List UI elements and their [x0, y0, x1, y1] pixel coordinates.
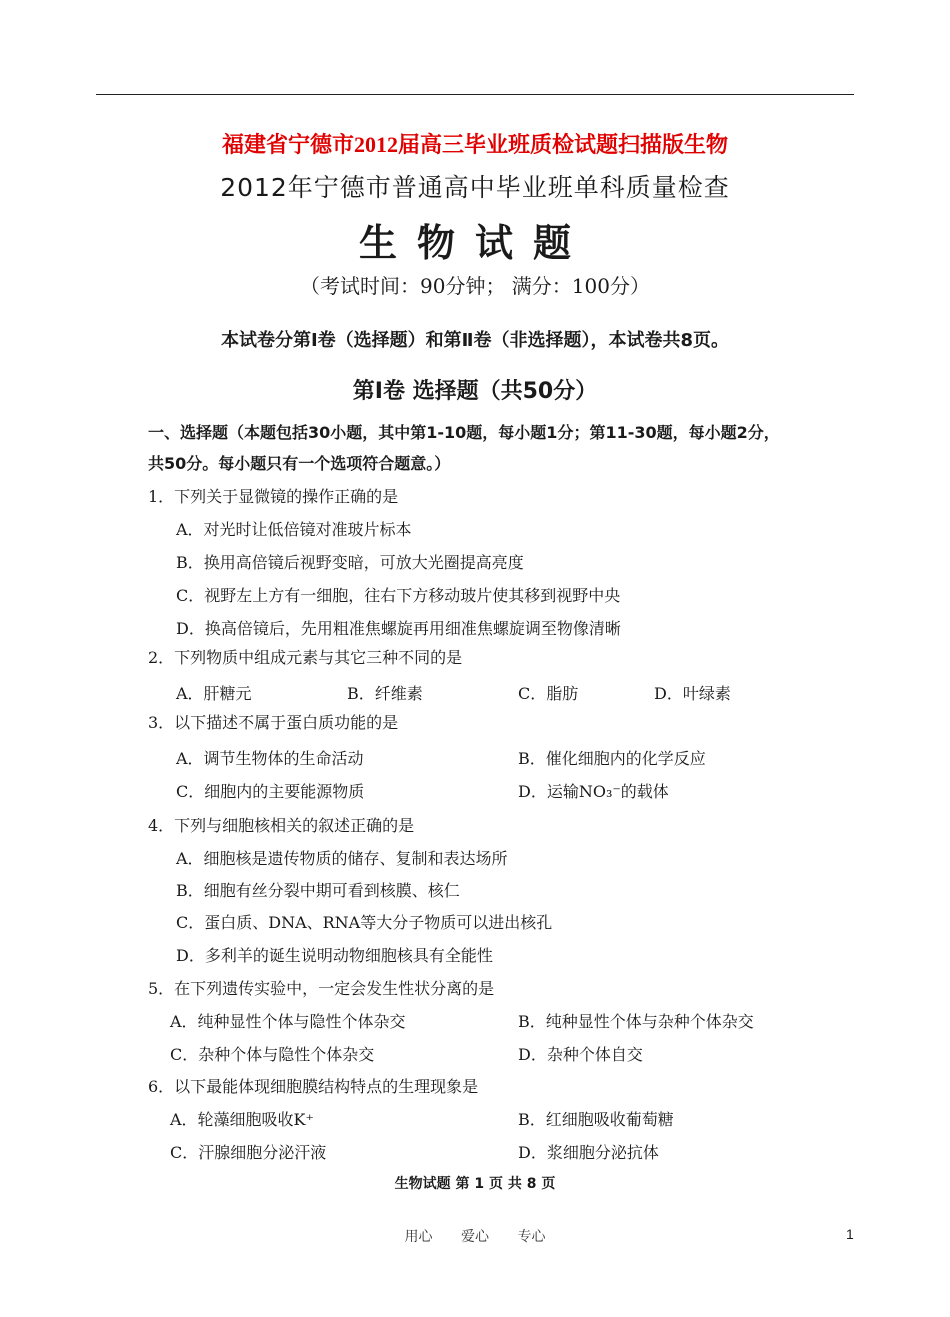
question-option: B．催化细胞内的化学反应	[518, 749, 706, 768]
question-option: C．汗腺细胞分泌汗液	[170, 1143, 327, 1162]
question-stem: 5．在下列遗传实验中，一定会发生性状分离的是	[148, 979, 495, 998]
question-option: D．杂种个体自交	[518, 1045, 643, 1064]
question-stem: 2．下列物质中组成元素与其它三种不同的是	[148, 648, 463, 667]
question-option: A．对光时让低倍镜对准玻片标本	[176, 520, 412, 539]
subject-title: 生物试题	[358, 221, 591, 265]
question-option: B．红细胞吸收葡萄糖	[518, 1110, 674, 1129]
question-option: C．脂肪	[518, 684, 579, 703]
header-rule	[96, 94, 854, 95]
question-option: A．细胞核是遗传物质的储存、复制和表达场所	[176, 849, 508, 868]
part-title: 第Ⅰ卷 选择题（共50分）	[352, 379, 598, 404]
question-option: A．轮藻细胞吸收K⁺	[170, 1110, 314, 1129]
question-option: B．纯种显性个体与杂种个体杂交	[518, 1012, 754, 1031]
question-option: D．浆细胞分泌抗体	[518, 1143, 659, 1162]
section-instruction-line2: 共50分。每小题只有一个选项符合题意。）	[148, 454, 451, 473]
question-option: C．视野左上方有一细胞，往右下方移动玻片使其移到视野中央	[176, 586, 621, 605]
question-option: A．纯种显性个体与隐性个体杂交	[170, 1012, 406, 1031]
question-stem: 6．以下最能体现细胞膜结构特点的生理现象是	[148, 1077, 479, 1096]
question-option: D．多利羊的诞生说明动物细胞核具有全能性	[176, 946, 493, 965]
page-number: 1	[846, 1226, 854, 1242]
exam-time-line: （考试时间：90分钟； 满分：100分）	[300, 274, 650, 298]
question-option: D．换高倍镜后，先用粗准焦螺旋再用细准焦螺旋调至物像清晰	[176, 619, 621, 638]
question-stem: 3．以下描述不属于蛋白质功能的是	[148, 713, 399, 732]
question-option: B．细胞有丝分裂中期可看到核膜、核仁	[176, 881, 460, 900]
question-option: B．换用高倍镜后视野变暗，可放大光圈提高亮度	[176, 553, 524, 572]
question-option: C．蛋白质、DNA、RNA等大分子物质可以进出核孔	[176, 913, 553, 932]
question-stem: 4．下列与细胞核相关的叙述正确的是	[148, 816, 415, 835]
question-option: A．肝糖元	[176, 684, 252, 703]
question-stem: 1．下列关于显微镜的操作正确的是	[148, 487, 399, 506]
bottom-motto: 用心 爱心 专心	[404, 1229, 546, 1245]
question-option: B．纤维素	[347, 684, 423, 703]
exam-title: 2012年宁德市普通高中毕业班单科质量检查	[220, 173, 730, 202]
document-red-title: 福建省宁德市2012届高三毕业班质检试题扫描版生物	[221, 132, 728, 157]
exam-intro: 本试卷分第Ⅰ卷（选择题）和第Ⅱ卷（非选择题），本试卷共8页。	[220, 330, 730, 351]
question-option: D．运输NO₃⁻的载体	[518, 782, 669, 801]
section-instruction-line1: 一、选择题（本题包括30小题，其中第1-10题，每小题1分；第11-30题，每小题2分，	[148, 423, 780, 442]
page-footer: 生物试题 第 1 页 共 8 页	[394, 1176, 556, 1192]
question-option: C．细胞内的主要能源物质	[176, 782, 365, 801]
question-option: C．杂种个体与隐性个体杂交	[170, 1045, 375, 1064]
question-option: A．调节生物体的生命活动	[176, 749, 364, 768]
question-option: D．叶绿素	[654, 684, 731, 703]
